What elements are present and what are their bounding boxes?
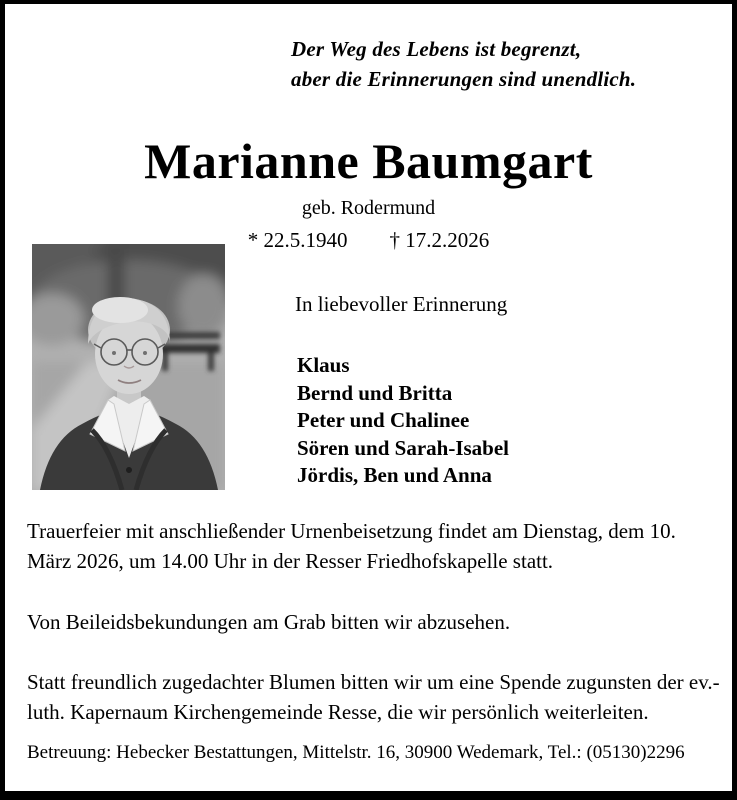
- mourner-name: Bernd und Britta: [297, 380, 453, 405]
- epigraph-line-1: Der Weg des Lebens ist begrenzt,: [291, 37, 582, 61]
- death-date: † 17.2.2026: [389, 228, 490, 252]
- remembrance-line: In liebevoller Erinnerung: [295, 292, 508, 316]
- mourner-name: Sören und Sarah-Isabel: [297, 435, 510, 460]
- mourner-name: Klaus: [297, 353, 350, 377]
- mourner-name: Peter und Chalinee: [297, 408, 470, 432]
- portrait-photo: [32, 244, 225, 490]
- deceased-name: Marianne Baumgart: [144, 133, 593, 189]
- mourners-list: [297, 352, 509, 490]
- funeral-home-info: Betreuung: Hebecker Bestattungen, Mittelstr. 16, 30900 Wedemark, Tel.: (05130)2296: [27, 742, 685, 763]
- service-announcement: Trauerfeier mit anschließender Urnenbeisetzung findet am Dienstag, dem 10. März 2026, um 14.00 Uhr in der Resser Friedhofskapelle statt.: [27, 519, 676, 573]
- condolence-note: Von Beileidsbekundungen am Grab bitten wir abzusehen.: [27, 610, 511, 634]
- donation-request: Statt freundlich zugedachter Blumen bitten wir um eine Spende zugunsten der ev.-luth. Kapernaum Kirchengemeinde Resse, die wir persönlich weiterleiten.: [27, 670, 720, 724]
- portrait-photo-image: [32, 244, 225, 490]
- mourner-name: Jördis, Ben und Anna: [297, 463, 492, 487]
- birth-date: * 22.5.1940: [247, 228, 348, 252]
- epigraph: [291, 34, 636, 94]
- epigraph-line-2: aber die Erinnerungen sind unendlich.: [291, 67, 637, 91]
- maiden-name: geb. Rodermund: [301, 197, 436, 219]
